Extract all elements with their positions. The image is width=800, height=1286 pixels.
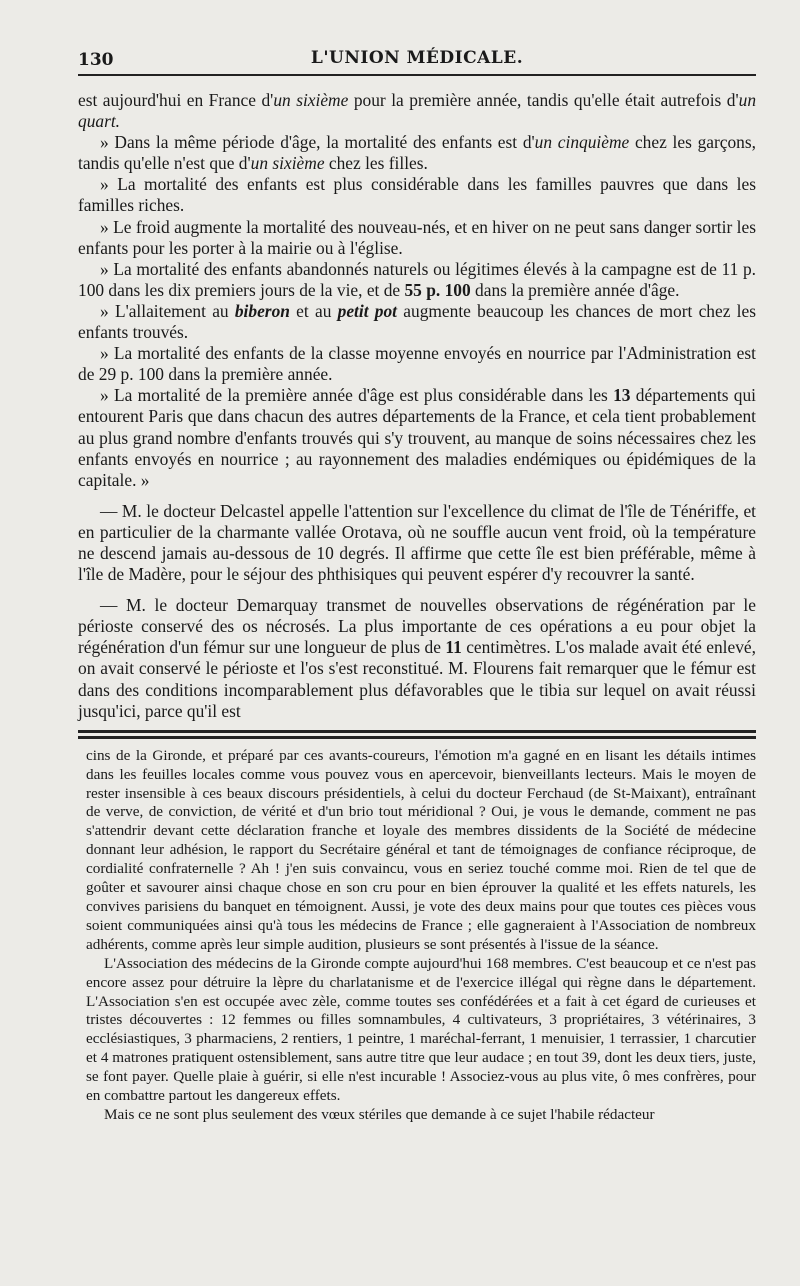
paragraph: » La mortalité des enfants abandonnés naturels ou légitimes élevés à la campagne est de 11 p. 100 dans les dix premiers jours de la vie, et de 55 p. 100 dans la première année d'âge. <box>78 258 756 300</box>
feuilleton-paragraph: cins de la Gironde, et préparé par ces avants-coureurs, l'émotion m'a gagné en en lisant les détails intimes dans les feuilles locales comme vous pouvez vous en apercevoir, bienveillants lecteurs. Mais le moyen de rester insensible à ces beaux discours présidentiels, à celui du docteur Ferchaud (de St-Maixant), entraînant de verve, de conviction, de vérité et d'un brio tout méridional ? Oui, je vous le demande, comment ne pas s'attendrir devant cette déclaration franche et loyale des membres dissidents de la Société de médecine donnant leur adhésion, le rapport du Secrétaire général et tant de témoignages de confiance réciproque, de cordialité confraternelle ? Ah ! j'en suis convaincu, vous en seriez touché comme moi. Rien de tel que de goûter et savourer ainsi chaque chose en son cru pour en bien éprouver la qualité et les effets naturels, les convives parisiens du banquet en témoignent. Aussi, je vote des deux mains pour que toutes ces pièces vous soient communiquées ainsi qu'à tous les médecins de France ; elle gagneraient à l'Association de nombreux adhérents, comme après leur simple audition, plusieurs se sont présentés à l'issue de la séance. <box>86 746 756 953</box>
main-column <box>78 90 756 722</box>
feuilleton-divider <box>78 730 756 739</box>
feuilleton-paragraph: L'Association des médecins de la Gironde compte aujourd'hui 168 membres. C'est beaucoup et ce n'est pas encore assez pour détruire la lèpre du charlatanisme et de l'exercice illégal qui règne dans le département. L'Association s'en est occupée avec zèle, comme toutes ses confédérées et a fait à cet égard de curieuses et tristes découvertes : 12 femmes ou filles somnambules, 4 cultivateurs, 3 propriétaires, 3 vétérinaires, 3 ecclésiastiques, 3 pharmaciens, 2 rentiers, 1 peintre, 1 maréchal-ferrant, 1 menuisier, 1 terrassier, 1 charcutier et 4 matrones pratiquent ostensiblement, sans autre titre que leur audace ; en tout 39, dont les deux tiers, juste, se font payer. Quelle plaie à guérir, si elle n'est incurable ! Associez-vous au plus vite, ô mes confrères, pour en combattre partout les dangereux effets. <box>86 954 756 1105</box>
running-head <box>78 0 756 70</box>
paragraph: est aujourd'hui en France d'un sixième pour la première année, tandis qu'elle était autrefois d'un quart. <box>78 90 757 132</box>
paragraph: — M. le docteur Demarquay transmet de nouvelles observations de régénération par le périoste conservé des os nécrosés. La plus importante de ces opérations a eu pour objet la régénération d'un fémur sur une longueur de plus de 11 centimètres. L'os malade avait été enlevé, on avait conservé le périoste et l'os s'est reconstitué. M. Flourens fait remarquer que le fémur est dans des conditions incomparablement plus défavorables que le tibia sur lequel on avait réussi jusqu'ici, parce qu'il est <box>78 595 756 721</box>
paragraph: » Le froid augmente la mortalité des nouveau-nés, et en hiver on ne peut sans danger sortir les enfants pour les porter à la mairie ou à l'église. <box>78 216 756 258</box>
feuilleton-column <box>78 747 756 1125</box>
paragraph: » La mortalité de la première année d'âge est plus considérable dans les 13 départements qui entourent Paris que dans chacun des autres départements de la France, et cela tient probablement au plus grand nombre d'enfants trouvés qui s'y trouvent, au manque de soins nécessaires chez les enfants envoyés en nourrice ; au rayonnement des maladies endémiques ou épidémiques de la capitale. » <box>78 385 756 490</box>
paragraph: » La mortalité des enfants est plus considérable dans les familles pauvres que dans les familles riches. <box>78 174 756 216</box>
paragraph: » La mortalité des enfants de la classe moyenne envoyés en nourrice par l'Administration est de 29 p. 100 dans la première année. <box>78 343 756 385</box>
feuilleton-paragraph: Mais ce ne sont plus seulement des vœux stériles que demande à ce sujet l'habile rédacteur <box>104 1105 655 1123</box>
journal-title: L'UNION MÉDICALE. <box>310 48 524 68</box>
paragraph: » Dans la même période d'âge, la mortalité des enfants est d'un cinquième chez les garçons, tandis qu'elle n'est que d'un sixième chez les filles. <box>78 132 756 174</box>
paragraph: » L'allaitement au biberon et au petit pot augmente beaucoup les chances de mort chez les enfants trouvés. <box>78 300 757 343</box>
page-number: 130 <box>78 50 114 70</box>
paragraph: — M. le docteur Delcastel appelle l'attention sur l'excellence du climat de l'île de Ténériffe, et en particulier de la charmante vallée Orotava, où ne souffle aucun vent froid, où la température ne descend jamais au-dessous de 10 degrés. Il affirme que cette île est bien préférable, même à l'île de Madère, pour le séjour des phthisiques qui peuvent espérer d'y recouvrer la santé. <box>78 500 756 585</box>
header-rule <box>78 74 756 76</box>
